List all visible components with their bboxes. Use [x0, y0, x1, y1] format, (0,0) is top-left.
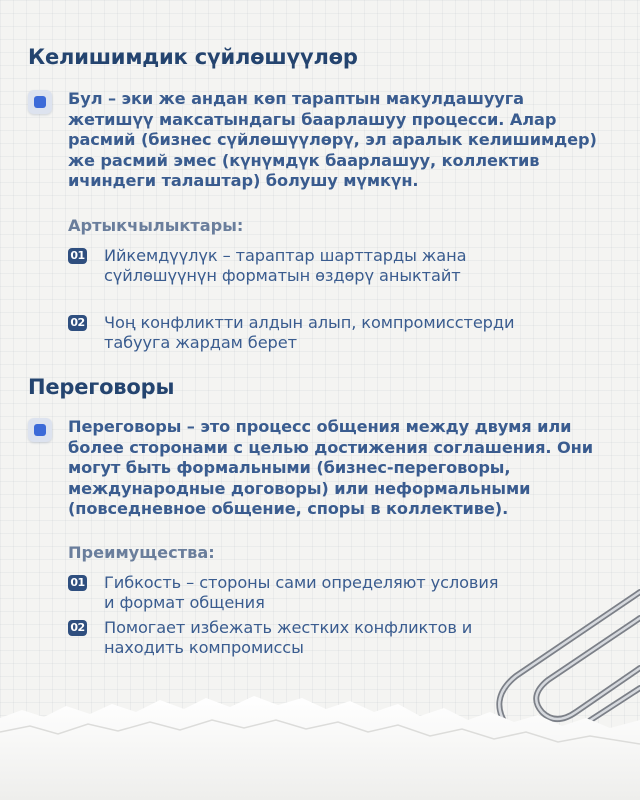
number-badge: 02: [68, 620, 87, 636]
advantages-heading-ru: Преимущества:: [68, 543, 215, 562]
intro-text-ru: Переговоры – это процесс общения между двумя или более сторонами с целью достижения соглашения. Они могут быть формальными (бизнес-переговоры, международные договоры) или неформальными (повседневное общение, споры в коллективе).: [68, 417, 593, 518]
intro-text-kg: Бул – эки же андан көп тараптын макулдашууга жетишүү максатындагы баарлашуу процесси. Алар расмий (бизнес сүйлөшүүлөрү, эл аралык келишимдер) же расмий эмес (күнүмдүк баарлашуу, коллектив ичиндеги талаштар) болушу мүмкүн.: [68, 89, 597, 190]
advantages-heading-kg: Артыкчылыктары:: [68, 216, 244, 235]
bullet-icon: [28, 90, 52, 114]
torn-paper: [0, 660, 640, 800]
advantage-item: [68, 573, 613, 612]
advantage-text: Помогает избежать жестких конфликтов и находить компромиссы: [104, 618, 473, 657]
section-title-kg: Келишимдик сүйлөшүүлөр: [28, 45, 358, 69]
advantage-text: Ийкемдүүлүк – тараптар шарттарды жана сүйлөшүүнүн форматын өздөрү аныктайт: [104, 246, 467, 285]
number-badge: 02: [68, 315, 87, 331]
advantage-text: Чоң конфликтти алдын алып, компромисстерди табууга жардам берет: [104, 313, 515, 352]
advantage-item: [68, 246, 613, 285]
number-badge: 01: [68, 248, 87, 264]
advantage-text: Гибкость – стороны сами определяют условия и формат общения: [104, 573, 499, 612]
advantage-item: [68, 618, 613, 657]
advantage-item: [68, 313, 613, 352]
bullet-icon: [28, 418, 52, 442]
section-title-ru: Переговоры: [28, 375, 175, 399]
number-badge: 01: [68, 575, 87, 591]
